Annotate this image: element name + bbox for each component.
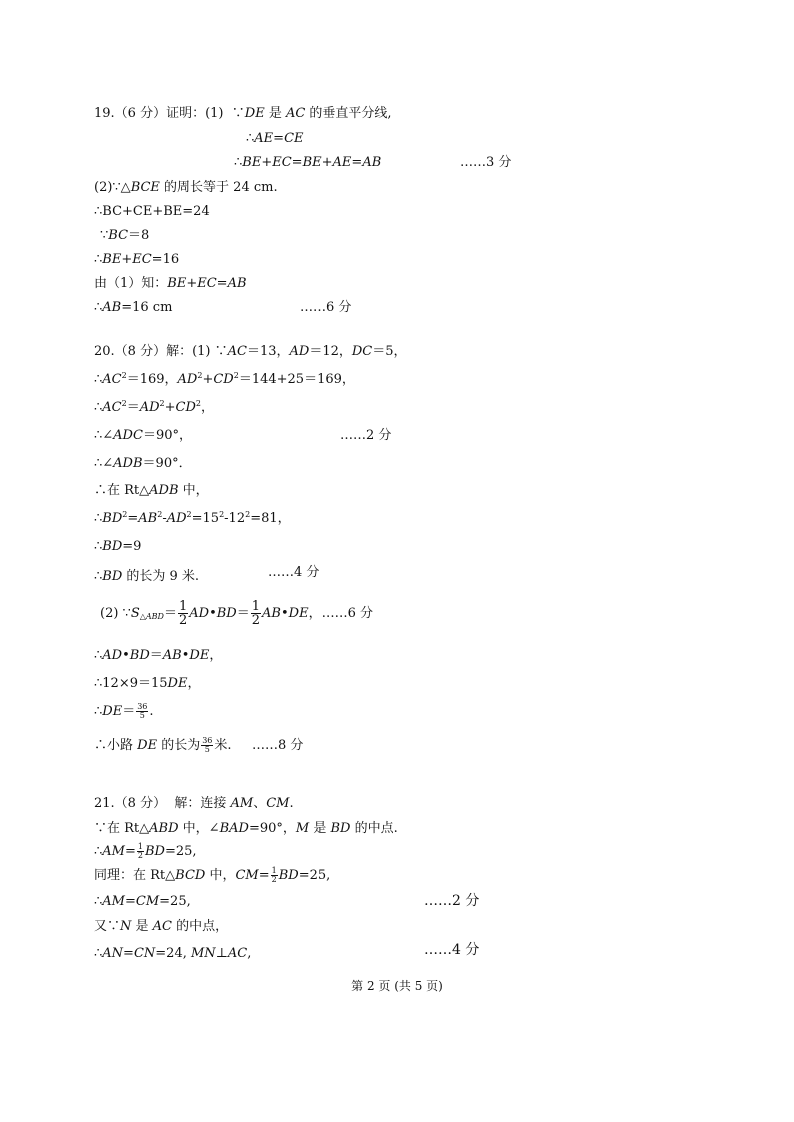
fraction-36-5: $\frac{36}{5}$: [202, 736, 213, 754]
q21-score-2: ……2 分: [424, 893, 480, 909]
q19-score-3: ……3 分: [460, 155, 512, 170]
q19-line-4: (2)∵△BCE 的周长等于 24 cm.: [94, 180, 278, 195]
q19-line-5: ∴BC+CE+BE=24: [94, 204, 210, 219]
q19-line-3: ∴BE+EC=BE+AE=AB: [234, 155, 382, 170]
q20-line-7: $\therefore BD^2=AB^2-AD^2=15^2-12^2=81$，: [94, 510, 291, 526]
page-footer: 第 2 页 (共 5 页): [351, 979, 443, 993]
q20-score-4: ……4 分: [268, 565, 320, 580]
q20-line-2: $\therefore AC^2=169$，$AD^2+CD^2=144+25=169$，: [94, 371, 355, 387]
q21-line-7: ∴AN=CN=24, MN⊥AC,: [94, 946, 252, 961]
q21-score-4: ……4 分: [424, 942, 480, 958]
q19-line-7: ∴BE+EC=16: [94, 252, 180, 267]
q21-line-6: 又∵N 是 AC 的中点，: [94, 919, 229, 934]
q20-line-8: ∴BD=9: [94, 539, 142, 554]
fraction-one-half: $\frac{1}{2}$: [271, 866, 277, 884]
q20-line-5: ∴∠ADB＝90°．: [94, 456, 192, 471]
q21-line-4: 同理：在 Rt△BCD 中，CM= $\frac{1}{2}$ BD=25,: [94, 866, 331, 884]
q19-line-1: 19.（6 分）证明：(1) ∵DE 是 AC 的垂直平分线,: [94, 106, 392, 121]
q20-score-2: ……2 分: [340, 428, 392, 443]
q19-line-8: 由（1）知：BE+EC=AB: [94, 276, 247, 291]
q20-line-1: 20.（8 分）解：(1) ∵AC＝13，AD＝12，DC＝5，: [94, 344, 407, 359]
q19-line-2: ∴AE=CE: [246, 131, 304, 146]
q21-line-5: ∴AM=CM=25,: [94, 894, 191, 909]
q20-line-14: ∴小路 DE 的长为 $\frac{36}{5}$ 米.: [94, 736, 232, 754]
q20-line-10: (2) $\because S_{\triangle ABD}=$ $\frac{1}{2}$ AD•BD＝ $\frac{1}{2}$ AB•DE，……6 分: [100, 599, 373, 628]
q20-line-9: ∴BD 的长为 9 米.: [94, 569, 200, 584]
q20-line-4: ∴∠ADC＝90°，: [94, 428, 192, 443]
q20-line-6: ∴在 Rt△ADB 中，: [94, 483, 209, 498]
q20-line-13: ∴DE＝ $\frac{36}{5}$ .: [94, 702, 154, 720]
q20-line-3: $\therefore AC^2=AD^2+CD^2$，: [94, 399, 215, 415]
q21-line-3: ∴AM= $\frac{1}{2}$ BD=25,: [94, 842, 197, 860]
fraction-one-half: $\frac{1}{2}$: [251, 599, 261, 628]
q19-line-6: ∵BC＝8: [100, 228, 150, 243]
q19-score-6: ……6 分: [300, 300, 352, 315]
q21-line-1: 21.（8 分） 解：连接 AM、CM.: [94, 796, 294, 811]
q20-line-11: ∴AD•BD＝AB•DE，: [94, 648, 223, 663]
q20-line-12: ∴12×9＝15DE，: [94, 676, 201, 691]
q19-line-9: ∴AB=16 cm: [94, 300, 173, 315]
fraction-one-half: $\frac{1}{2}$: [178, 599, 188, 628]
fraction-one-half: $\frac{1}{2}$: [137, 842, 143, 860]
fraction-36-5: $\frac{36}{5}$: [137, 702, 148, 720]
q20-score-8: ……8 分: [252, 738, 304, 753]
q21-line-2: ∵在 Rt△ABD 中，∠BAD=90°，M 是 BD 的中点.: [94, 821, 398, 836]
